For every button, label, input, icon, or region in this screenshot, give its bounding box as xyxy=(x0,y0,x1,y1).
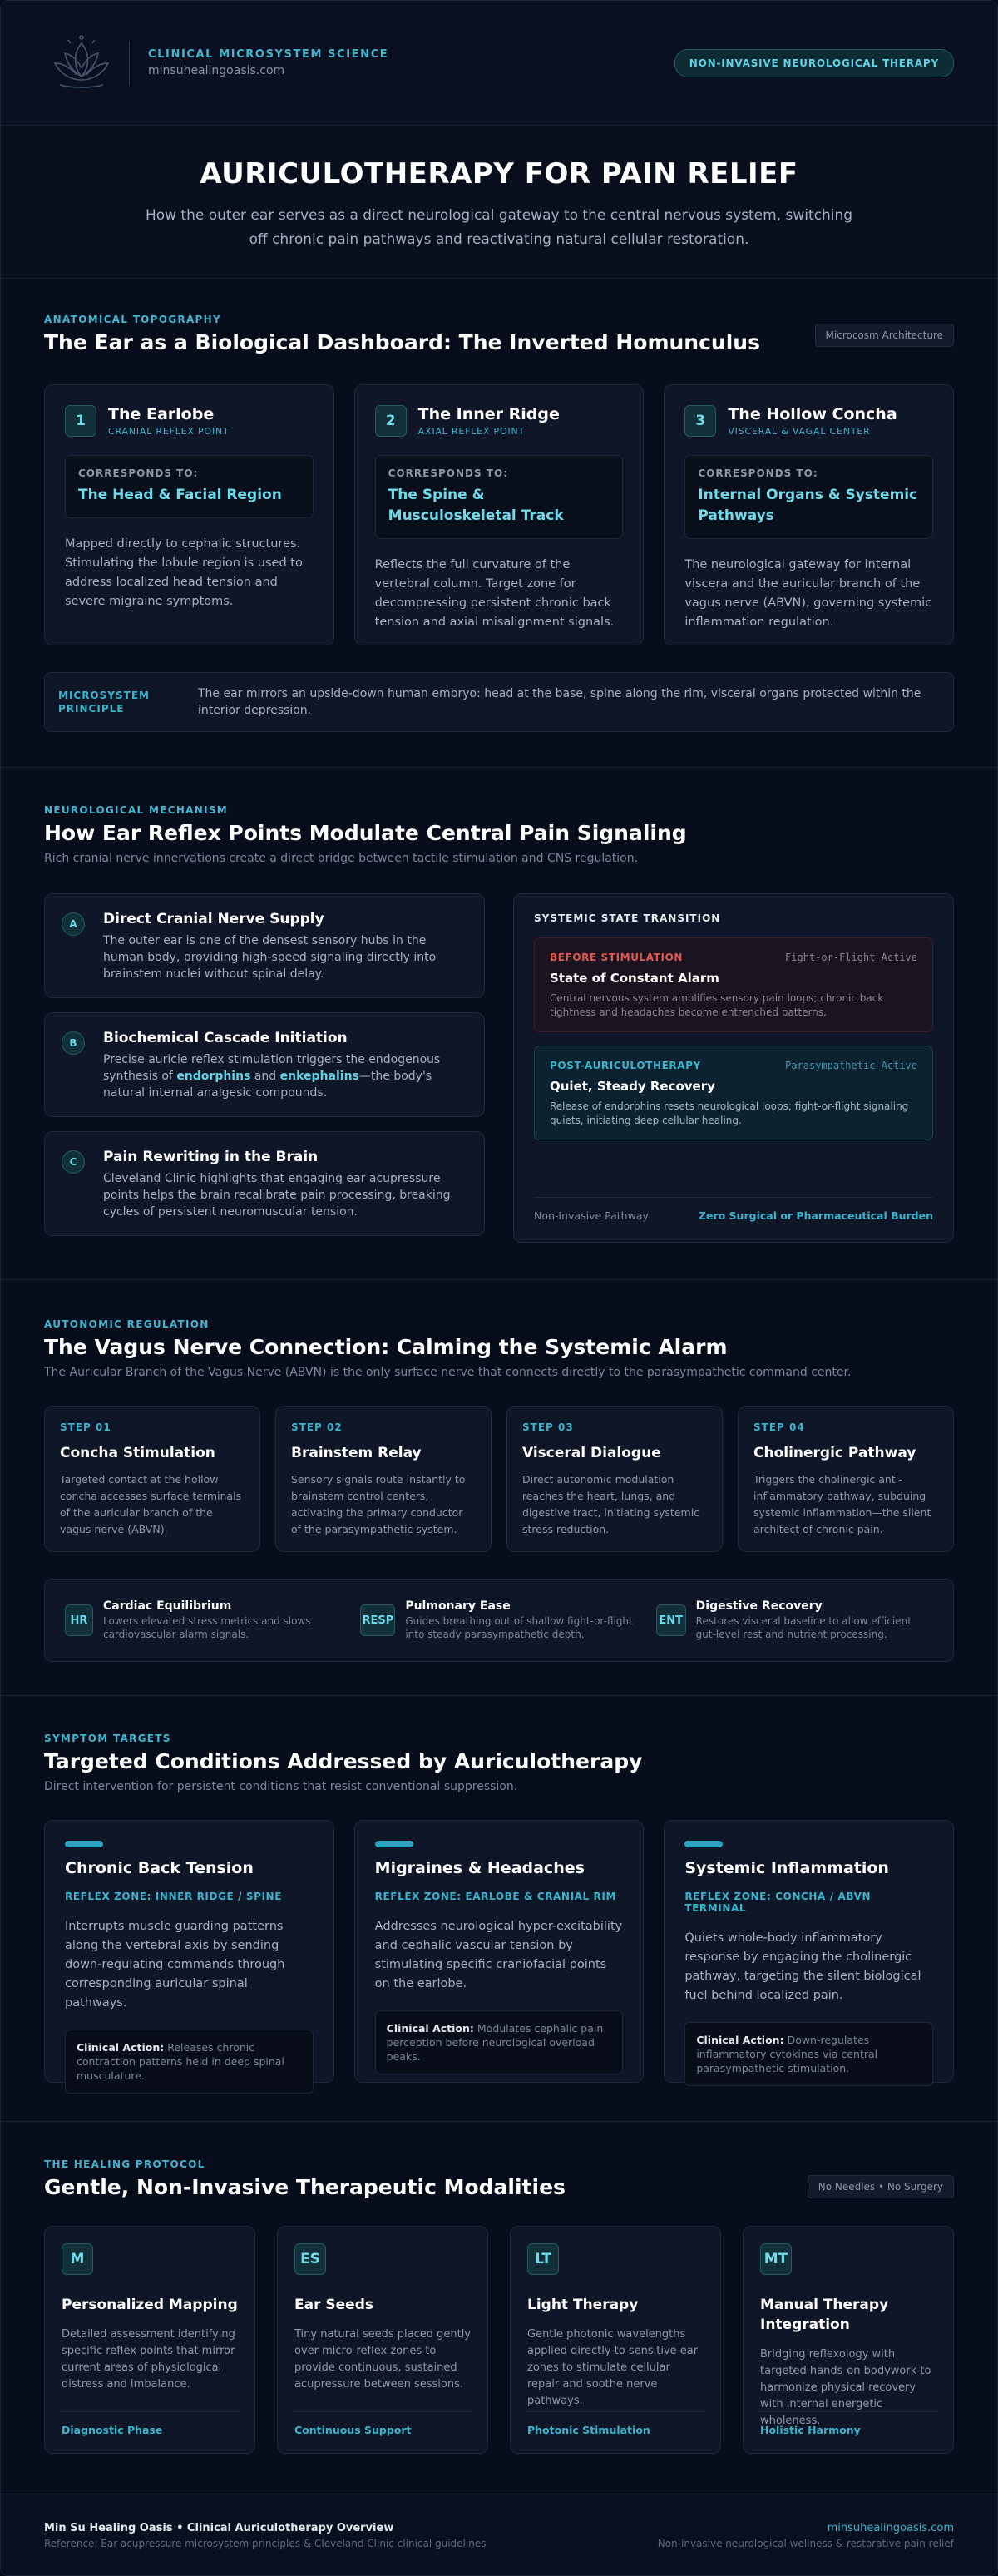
zone-kicker: AXIAL REFLEX POINT xyxy=(417,426,526,437)
outcome-title: Digestive Recovery xyxy=(695,1599,823,1613)
highlight-endorphins: endorphins xyxy=(176,1070,251,1083)
condition-body: Addresses neurological hyper-excitability and cephalic vascular tension by stimulating specific craniofacial points on the earlobe. xyxy=(374,1920,623,1990)
step-title: Cholinergic Pathway xyxy=(753,1445,916,1461)
vagus-section xyxy=(1,1280,997,1696)
before-mode: Fight-or-Flight Active xyxy=(785,952,917,963)
after-body: Release of endorphins resets neurological loops; fight-or-flight signaling quiets, initiating deep cellular healing. xyxy=(550,1100,909,1126)
brand-divider xyxy=(129,42,130,85)
therapy-badge: NON-INVASIVE NEUROLOGICAL THERAPY xyxy=(674,49,954,77)
zone-title: The Hollow Concha xyxy=(728,405,897,423)
item-body: Precise auricle reflex stimulation triggers the endogenous synthesis of endorphins and enkephalins—the body's natural internal analgesic compounds. xyxy=(103,1053,441,1100)
clinical-action: Clinical Action: Down-regulates inflammatory cytokines via central parasympathetic stimulation. xyxy=(684,2022,933,2086)
footer-reference: Reference: Ear acupressure microsystem principles & Cleveland Clinic clinical guidelines xyxy=(44,2538,487,2549)
mechanism-item xyxy=(44,1131,485,1236)
zone-card xyxy=(664,384,954,645)
item-title: Pain Rewriting in the Brain xyxy=(103,1149,319,1165)
mechanism-list xyxy=(44,893,485,1250)
site-header xyxy=(1,1,997,126)
hero xyxy=(1,126,997,279)
brand-name: CLINICAL MICROSYSTEM SCIENCE xyxy=(148,48,389,61)
accent-bar xyxy=(65,1841,103,1847)
symptoms-section xyxy=(1,1696,997,2122)
condition-title: Migraines & Headaches xyxy=(374,1859,585,1877)
symptoms-title: Targeted Conditions Addressed by Auriculotherapy xyxy=(44,1749,643,1773)
symptoms-subtitle: Direct intervention for persistent conditions that resist conventional suppression. xyxy=(44,1780,518,1793)
modality-card xyxy=(277,2226,488,2454)
footer-title: Min Su Healing Oasis • Clinical Auriculotherapy Overview xyxy=(44,2522,394,2534)
lungs-icon: RESP xyxy=(360,1604,395,1636)
gut-icon: ENT xyxy=(656,1604,686,1636)
corresponds-box xyxy=(684,455,933,539)
zone-card xyxy=(354,384,645,645)
condition-title: Systemic Inflammation xyxy=(684,1859,889,1877)
step-number: STEP 02 xyxy=(291,1421,343,1433)
mechanism-eyebrow: NEUROLOGICAL MECHANISM xyxy=(44,804,229,816)
condition-card xyxy=(664,1820,954,2083)
brand xyxy=(44,30,388,96)
reflex-zone: REFLEX ZONE: INNER RIDGE / SPINE xyxy=(65,1891,282,1902)
after-state xyxy=(534,1046,933,1140)
vagus-subtitle: The Auricular Branch of the Vagus Nerve (ABVN) is the only surface nerve that connects directly to the parasympathetic command center. xyxy=(44,1366,852,1379)
anatomy-title: The Ear as a Biological Dashboard: The Inverted Homunculus xyxy=(44,330,760,354)
condition-card xyxy=(354,1820,645,2083)
outcome-title: Cardiac Equilibrium xyxy=(103,1599,232,1613)
condition-card xyxy=(44,1820,334,2083)
condition-body: Interrupts muscle guarding patterns along the vertebral axis by sending down-regulating commands through corresponding auricular spinal pathways. xyxy=(65,1920,285,2010)
footer-pathway: Non-Invasive Pathway xyxy=(534,1209,649,1222)
state-panel xyxy=(513,893,954,1243)
highlight-enkephalins: enkephalins xyxy=(279,1070,359,1083)
mechanism-item xyxy=(44,1012,485,1117)
modality-title: Personalized Mapping xyxy=(62,2297,238,2313)
page-title: AURICULOTHERAPY FOR PAIN RELIEF xyxy=(200,157,798,190)
state-panel-footer xyxy=(534,1197,933,1222)
outcome-body: Guides breathing out of shallow fight-or-flight into steady parasympathetic depth. xyxy=(405,1615,633,1640)
hero-subtitle: How the outer ear serves as a direct neurological gateway to the central nervous system, switching off chronic pain pathways and reactivating natural cellular restoration. xyxy=(145,207,853,248)
modality-body: Tiny natural seeds placed gently over micro-reflex zones to provide continuous, sustained acupressure between sessions. xyxy=(294,2328,471,2391)
site-footer xyxy=(1,2494,997,2576)
modality-title: Manual Therapy Integration xyxy=(760,2297,889,2333)
modality-phase: Holistic Harmony xyxy=(760,2411,936,2436)
step-body: Triggers the cholinergic anti-inflammatory pathway, subduing systemic inflammation—the silent architect of chronic pain. xyxy=(753,1473,931,1535)
zone-title: The Inner Ridge xyxy=(417,405,560,423)
protocol-section xyxy=(1,2122,997,2494)
corresponds-box xyxy=(375,455,624,539)
principle-label: MICROSYSTEM PRINCIPLE xyxy=(58,690,150,714)
clinical-action: Clinical Action: Modulates cephalic pain perception before neurological overload peaks. xyxy=(375,2010,624,2074)
step-body: Sensory signals route instantly to brainstem control centers, activating the primary conductor of the parasympathetic system. xyxy=(291,1473,466,1535)
anatomy-tag: Microcosm Architecture xyxy=(815,324,954,347)
item-body: Cleveland Clinic highlights that engaging ear acupressure points helps the brain recalibrate pain processing, breaking cycles of persistent neuromuscular tension. xyxy=(103,1172,451,1219)
mechanism-subtitle: Rich cranial nerve innervations create a direct bridge between tactile stimulation and CNS regulation. xyxy=(44,852,639,865)
zone-number: 1 xyxy=(65,405,96,437)
lotus-icon xyxy=(44,30,119,96)
footer-tagline: Non-invasive neurological wellness & restorative pain relief xyxy=(657,2538,954,2549)
principle-text: The ear mirrors an upside-down human embryo: head at the base, spine along the rim, visceral organs protected within the interior depression. xyxy=(198,687,921,717)
state-panel-title: SYSTEMIC STATE TRANSITION xyxy=(534,912,721,924)
after-label: POST-AURICULOTHERAPY xyxy=(550,1060,701,1071)
condition-cards xyxy=(44,1820,954,2083)
mechanism-item xyxy=(44,893,485,998)
anatomy-eyebrow: ANATOMICAL TOPOGRAPHY xyxy=(44,314,221,325)
item-letter: C xyxy=(62,1150,85,1174)
principle-box xyxy=(44,672,954,732)
footer-burden: Zero Surgical or Pharmaceutical Burden xyxy=(698,1209,933,1222)
light-icon: LT xyxy=(527,2243,559,2275)
accent-bar xyxy=(684,1841,723,1847)
protocol-eyebrow: THE HEALING PROTOCOL xyxy=(44,2158,205,2170)
corresponds-value: The Head & Facial Region xyxy=(78,487,282,503)
step-number: STEP 04 xyxy=(753,1421,805,1433)
vagus-step xyxy=(44,1406,260,1552)
zone-body: Reflects the full curvature of the vertebral column. Target zone for decompressing persistent chronic back tension and axial misalignment signals. xyxy=(374,558,615,629)
step-title: Brainstem Relay xyxy=(291,1445,422,1461)
corresponds-value: Internal Organs & Systemic Pathways xyxy=(698,487,918,524)
after-mode: Parasympathetic Active xyxy=(785,1060,917,1071)
step-number: STEP 01 xyxy=(60,1421,111,1433)
outcome-body: Lowers elevated stress metrics and slows cardiovascular alarm signals. xyxy=(103,1615,311,1640)
item-title: Biochemical Cascade Initiation xyxy=(103,1030,348,1046)
reflex-zone: REFLEX ZONE: EARLOBE & CRANIAL RIM xyxy=(374,1891,616,1902)
step-body: Direct autonomic modulation reaches the heart, lungs, and digestive tract, initiating systemic stress reduction. xyxy=(522,1473,700,1535)
clinical-action: Clinical Action: Releases chronic contraction patterns held in deep spinal musculature. xyxy=(65,2030,314,2094)
modality-phase: Diagnostic Phase xyxy=(62,2411,238,2436)
modality-body: Detailed assessment identifying specific reflex points that mirror current areas of physiological distress and imbalance. xyxy=(62,2328,235,2391)
heart-icon: HR xyxy=(65,1604,93,1636)
outcome-item xyxy=(65,1599,342,1641)
protocol-tag: No Needles • No Surgery xyxy=(808,2175,954,2198)
modality-title: Ear Seeds xyxy=(294,2297,373,2313)
corresponds-label: CORRESPONDS TO: xyxy=(698,467,818,479)
outcome-item xyxy=(656,1599,933,1641)
corresponds-label: CORRESPONDS TO: xyxy=(78,467,199,479)
step-title: Visceral Dialogue xyxy=(522,1445,661,1461)
before-label: BEFORE STIMULATION xyxy=(550,952,684,963)
modality-body: Bridging reflexology with targeted hands-on bodywork to harmonize physical recovery with internal energetic wholeness. xyxy=(760,2348,931,2427)
item-title: Direct Cranial Nerve Supply xyxy=(103,911,324,927)
modality-card xyxy=(510,2226,721,2454)
modality-phase: Photonic Stimulation xyxy=(527,2411,704,2436)
reflex-zone: REFLEX ZONE: CONCHA / ABVN TERMINAL xyxy=(684,1891,872,1914)
modality-body: Gentle photonic wavelengths applied directly to sensitive ear zones to stimulate cellular repair and soothe nerve pathways. xyxy=(527,2328,699,2407)
modality-card xyxy=(44,2226,255,2454)
after-title: Quiet, Steady Recovery xyxy=(550,1079,715,1094)
anatomy-section xyxy=(1,279,997,768)
mapping-icon: M xyxy=(62,2243,93,2275)
protocol-title: Gentle, Non-Invasive Therapeutic Modalities xyxy=(44,2175,566,2199)
brand-url[interactable]: minsuhealingoasis.com xyxy=(148,64,285,77)
corresponds-value: The Spine & Musculoskeletal Track xyxy=(388,487,564,524)
mechanism-section xyxy=(1,768,997,1280)
outcome-item xyxy=(360,1599,637,1641)
zone-number: 2 xyxy=(375,405,407,437)
zone-body: Mapped directly to cephalic structures. Stimulating the lobule region is used to address localized head tension and severe migraine symptoms. xyxy=(65,537,303,608)
vagus-step xyxy=(738,1406,954,1552)
condition-title: Chronic Back Tension xyxy=(65,1859,254,1877)
vagus-step xyxy=(506,1406,723,1552)
item-letter: B xyxy=(62,1031,85,1055)
before-body: Central nervous system amplifies sensory pain loops; chronic back tightness and headaches become entrenched patterns. xyxy=(550,992,884,1018)
zone-body: The neurological gateway for internal viscera and the auricular branch of the vagus nerve (ABVN), governing systemic inflammation regulation. xyxy=(684,558,932,629)
footer-url[interactable]: minsuhealingoasis.com xyxy=(827,2522,954,2534)
hands-icon: MT xyxy=(760,2243,792,2275)
step-number: STEP 03 xyxy=(522,1421,574,1433)
vagus-steps xyxy=(44,1406,954,1552)
symptoms-eyebrow: SYMPTOM TARGETS xyxy=(44,1733,171,1744)
outcome-body: Restores visceral baseline to allow efficient gut-level rest and nutrient processing. xyxy=(695,1615,912,1640)
vagus-outcomes xyxy=(44,1579,954,1662)
zone-kicker: CRANIAL REFLEX POINT xyxy=(108,426,230,437)
zone-number: 3 xyxy=(684,405,716,437)
accent-bar xyxy=(375,1841,413,1847)
outcome-title: Pulmonary Ease xyxy=(405,1599,511,1613)
corresponds-label: CORRESPONDS TO: xyxy=(388,467,508,479)
vagus-step xyxy=(275,1406,492,1552)
zone-kicker: VISCERAL & VAGAL CENTER xyxy=(728,426,871,437)
modality-card xyxy=(743,2226,954,2454)
vagus-title: The Vagus Nerve Connection: Calming the Systemic Alarm xyxy=(44,1335,728,1359)
before-state xyxy=(534,937,933,1032)
zone-title: The Earlobe xyxy=(108,405,215,423)
corresponds-box xyxy=(65,455,314,518)
seeds-icon: ES xyxy=(294,2243,326,2275)
vagus-eyebrow: AUTONOMIC REGULATION xyxy=(44,1318,210,1330)
before-title: State of Constant Alarm xyxy=(550,971,719,986)
item-letter: A xyxy=(62,912,85,936)
item-body: The outer ear is one of the densest sensory hubs in the human body, providing high-speed signaling directly into brainstem nuclei without spinal delay. xyxy=(103,934,437,981)
step-body: Targeted contact at the hollow concha accesses surface terminals of the auricular branch of the vagus nerve (ABVN). xyxy=(60,1473,242,1535)
modality-title: Light Therapy xyxy=(527,2297,639,2313)
modality-phase: Continuous Support xyxy=(294,2411,471,2436)
mechanism-title: How Ear Reflex Points Modulate Central Pain Signaling xyxy=(44,821,687,845)
homunculus-cards xyxy=(44,384,954,645)
zone-card xyxy=(44,384,334,645)
modality-cards xyxy=(44,2226,954,2454)
step-title: Concha Stimulation xyxy=(60,1445,215,1461)
condition-body: Quiets whole-body inflammatory response by engaging the cholinergic pathway, targeting the silent biological fuel behind localized pain. xyxy=(684,1931,921,2002)
